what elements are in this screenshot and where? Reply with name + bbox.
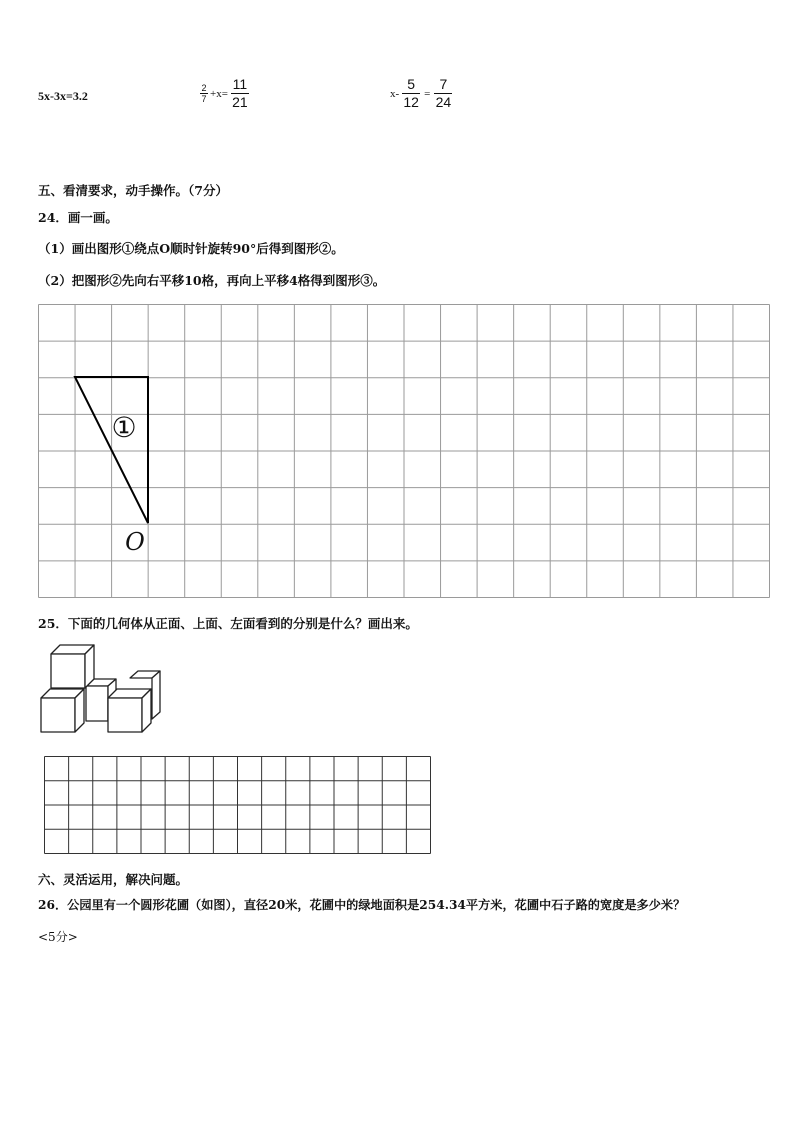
equation-3-prefix: x- (390, 87, 400, 100)
section-6-heading: 六、灵活运用，解决问题。 (38, 872, 189, 887)
fraction-5-12: $\frac{5}{12}$ (403, 76, 419, 110)
equation-2 (200, 76, 249, 111)
equation-2-middle: +x= (210, 87, 228, 100)
question-24-part-1: （1）画出图形①绕点O顺时针旋转90°后得到图形②。 (38, 241, 344, 256)
equation-3 (390, 76, 452, 111)
question-24-part-2: （2）把图形②先向右平移10格，再向上平移4格得到图形③。 (38, 273, 386, 288)
cube-front-face (41, 698, 75, 732)
question-24-title: 24．画一画。 (38, 210, 118, 225)
question-26-score: <5分> (38, 930, 78, 944)
question-25-title: 25．下面的几何体从正面、上面、左面看到的分别是什么？画出来。 (38, 616, 418, 631)
triangle-label: ① (111, 411, 137, 444)
fraction-7-24: $\frac{7}{24}$ (435, 76, 452, 110)
cube-front-face (108, 698, 142, 732)
cube-solid-figure (38, 642, 168, 734)
view-drawing-grid (44, 756, 431, 854)
section-5-heading: 五、看清要求，动手操作。（7分） (38, 183, 228, 198)
point-o-label: O (125, 528, 145, 556)
fraction-11-21: $\frac{11}{21}$ (232, 76, 248, 110)
rotation-grid (38, 304, 770, 598)
equation-1: 5x-3x=3.2 (38, 89, 88, 103)
question-26-text: 26．公园里有一个圆形花圃（如图），直径20米，花圃中的绿地面积是254.34平方米，花圃中石子路的宽度是多少米？ (38, 898, 686, 912)
cube-front-face (86, 686, 108, 721)
cube-side-face (152, 671, 160, 719)
fraction-2-7: $\frac{2}{7}$ (201, 83, 207, 104)
equation-3-middle: = (424, 87, 431, 100)
cube-front-face (51, 654, 85, 688)
